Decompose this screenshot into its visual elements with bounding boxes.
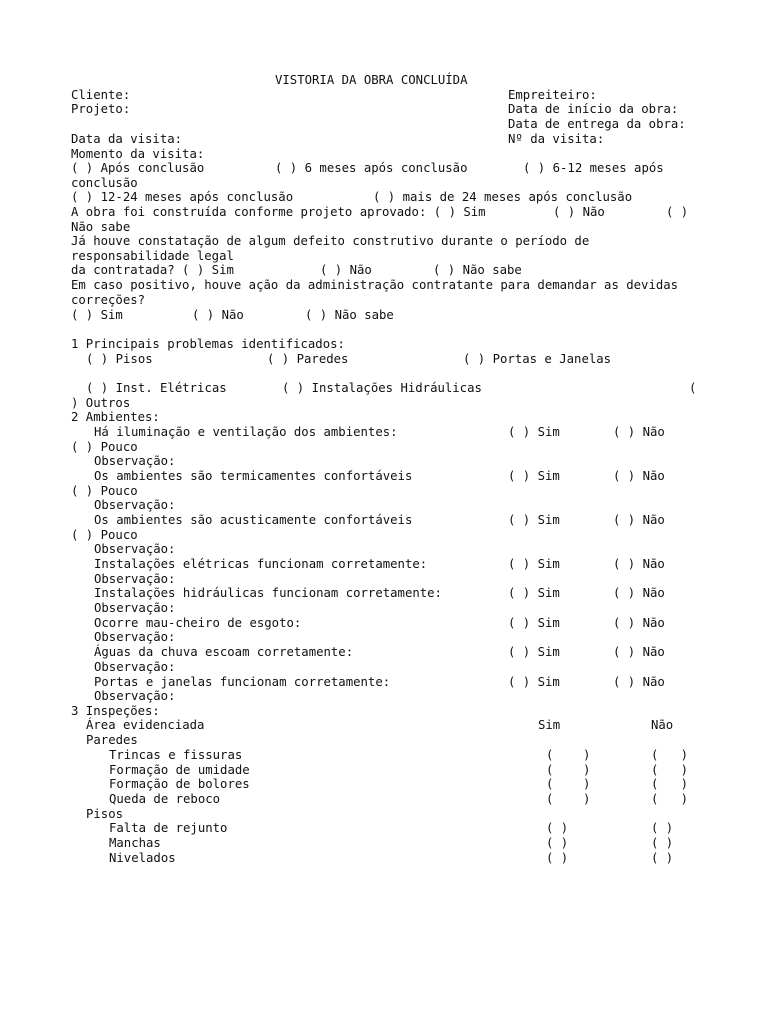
ambiente-sim-option: ( ) Sim bbox=[508, 586, 560, 600]
inspecao-item: Falta de rejunto bbox=[109, 821, 228, 835]
inspecoes-sim-header: Sim bbox=[538, 718, 561, 732]
ambiente-observacao: Observação: bbox=[94, 498, 176, 512]
ambiente-item: Os ambientes são termicamentes confortáveis bbox=[94, 469, 413, 483]
ambiente-sim-option: ( ) Sim bbox=[508, 616, 560, 630]
inspecoes-nao-header: Não bbox=[651, 718, 674, 732]
momento-seis-option: ( ) 6 meses após conclusão bbox=[275, 161, 468, 175]
ambiente-sim-option: ( ) Sim bbox=[508, 469, 560, 483]
projeto-nao-option: ( ) Não bbox=[553, 205, 605, 219]
ambiente-pouco-option: ( ) Pouco bbox=[71, 528, 138, 542]
document-title: VISTORIA DA OBRA CONCLUÍDA bbox=[275, 73, 468, 87]
momento-mais-vinte-option: ( ) mais de 24 meses após conclusão bbox=[373, 190, 633, 204]
inspecao-nao-box: ( ) bbox=[651, 763, 689, 777]
inspecao-item: Formação de bolores bbox=[109, 777, 250, 791]
num-visita-label: Nº da visita: bbox=[508, 132, 605, 146]
inspecao-sim-box: ( ) bbox=[546, 748, 591, 762]
defeito-question-line2: responsabilidade legal bbox=[71, 249, 234, 263]
ambiente-observacao: Observação: bbox=[94, 630, 176, 644]
momento-seis-doze-option: ( ) 6-12 meses após bbox=[523, 161, 664, 175]
inspecao-nao-box: ( ) bbox=[651, 792, 689, 806]
data-entrega-label: Data de entrega da obra: bbox=[508, 117, 686, 131]
inspecao-item: Trincas e fissuras bbox=[109, 748, 243, 762]
inspecao-sim-box: ( ) bbox=[546, 792, 591, 806]
defeito-nao-option: ( ) Não bbox=[320, 263, 372, 277]
acao-nao-option: ( ) Não bbox=[192, 308, 244, 322]
inspecao-sim-box: ( ) bbox=[546, 763, 591, 777]
cliente-label: Cliente: bbox=[71, 88, 131, 102]
paredes-group-label: Paredes bbox=[86, 733, 138, 747]
ambientes-heading: 2 Ambientes: bbox=[71, 410, 160, 424]
pisos-group-label: Pisos bbox=[86, 807, 124, 821]
projeto-nao-sabe-cont: Não sabe bbox=[71, 220, 131, 234]
problema-pisos-option: ( ) Pisos bbox=[86, 352, 153, 366]
problemas-heading: 1 Principais problemas identificados: bbox=[71, 337, 345, 351]
data-visita-label: Data da visita: bbox=[71, 132, 183, 146]
ambiente-nao-option: ( ) Não bbox=[613, 645, 665, 659]
ambiente-pouco-option: ( ) Pouco bbox=[71, 440, 138, 454]
ambiente-nao-option: ( ) Não bbox=[613, 675, 665, 689]
inspecao-nao-box: ( ) bbox=[651, 748, 689, 762]
inspecao-item: Formação de umidade bbox=[109, 763, 250, 777]
ambiente-sim-option: ( ) Sim bbox=[508, 425, 560, 439]
empreiteiro-label: Empreiteiro: bbox=[508, 88, 597, 102]
acao-question-line2: correções? bbox=[71, 293, 146, 307]
inspecao-sim-box: ( ) bbox=[546, 777, 591, 791]
inspecoes-area-label: Área evidenciada bbox=[86, 718, 205, 732]
inspecao-sim-box: ( ) bbox=[546, 821, 569, 835]
ambiente-nao-option: ( ) Não bbox=[613, 513, 665, 527]
ambiente-item: Ocorre mau-cheiro de esgoto: bbox=[94, 616, 302, 630]
projeto-question: A obra foi construída conforme projeto aprovado: ( ) Sim bbox=[71, 205, 486, 219]
ambiente-nao-option: ( ) Não bbox=[613, 557, 665, 571]
ambiente-sim-option: ( ) Sim bbox=[508, 513, 560, 527]
ambiente-item: Portas e janelas funcionam corretamente: bbox=[94, 675, 391, 689]
problema-hidraulicas-option: ( ) Instalações Hidráulicas bbox=[282, 381, 482, 395]
acao-sim-option: ( ) Sim bbox=[71, 308, 123, 322]
problema-outros-cont: ) Outros bbox=[71, 396, 131, 410]
ambiente-sim-option: ( ) Sim bbox=[508, 645, 560, 659]
momento-apos-option: ( ) Após conclusão bbox=[71, 161, 205, 175]
inspecao-nao-box: ( ) bbox=[651, 821, 674, 835]
momento-seis-doze-cont: conclusão bbox=[71, 176, 138, 190]
inspecao-sim-box: ( ) bbox=[546, 851, 569, 865]
problema-paredes-option: ( ) Paredes bbox=[267, 352, 349, 366]
acao-nao-sabe-option: ( ) Não sabe bbox=[305, 308, 394, 322]
acao-question-line1: Em caso positivo, houve ação da administração contratante para demandar as devidas bbox=[71, 278, 679, 292]
ambiente-item: Instalações elétricas funcionam corretamente: bbox=[94, 557, 428, 571]
ambiente-item: Águas da chuva escoam corretamente: bbox=[94, 645, 354, 659]
inspecoes-heading: 3 Inspeções: bbox=[71, 704, 160, 718]
ambiente-observacao: Observação: bbox=[94, 660, 176, 674]
ambiente-nao-option: ( ) Não bbox=[613, 469, 665, 483]
ambiente-nao-option: ( ) Não bbox=[613, 425, 665, 439]
ambiente-item: Há iluminação e ventilação dos ambientes: bbox=[94, 425, 398, 439]
inspecao-nao-box: ( ) bbox=[651, 851, 674, 865]
data-inicio-label: Data de início da obra: bbox=[508, 102, 679, 116]
inspecao-nao-box: ( ) bbox=[651, 777, 689, 791]
problema-portas-option: ( ) Portas e Janelas bbox=[463, 352, 612, 366]
ambiente-item: Instalações hidráulicas funcionam corretamente: bbox=[94, 586, 442, 600]
ambiente-sim-option: ( ) Sim bbox=[508, 675, 560, 689]
inspecao-item: Queda de reboco bbox=[109, 792, 221, 806]
ambiente-pouco-option: ( ) Pouco bbox=[71, 484, 138, 498]
ambiente-nao-option: ( ) Não bbox=[613, 616, 665, 630]
ambiente-observacao: Observação: bbox=[94, 601, 176, 615]
defeito-question-line1: Já houve constatação de algum defeito construtivo durante o período de bbox=[71, 234, 590, 248]
problema-eletricas-option: ( ) Inst. Elétricas bbox=[86, 381, 227, 395]
ambiente-observacao: Observação: bbox=[94, 689, 176, 703]
projeto-nao-sabe-option: ( ) bbox=[666, 205, 689, 219]
problema-outros-option: ( bbox=[689, 381, 697, 395]
inspecao-item: Nivelados bbox=[109, 851, 176, 865]
ambiente-observacao: Observação: bbox=[94, 572, 176, 586]
ambiente-item: Os ambientes são acusticamente confortáveis bbox=[94, 513, 413, 527]
ambiente-sim-option: ( ) Sim bbox=[508, 557, 560, 571]
ambiente-observacao: Observação: bbox=[94, 454, 176, 468]
projeto-label: Projeto: bbox=[71, 102, 131, 116]
defeito-question-line3: da contratada? ( ) Sim bbox=[71, 263, 234, 277]
momento-doze-vinte-option: ( ) 12-24 meses após conclusão bbox=[71, 190, 294, 204]
inspecao-item: Manchas bbox=[109, 836, 161, 850]
ambiente-observacao: Observação: bbox=[94, 542, 176, 556]
ambiente-nao-option: ( ) Não bbox=[613, 586, 665, 600]
inspecao-sim-box: ( ) bbox=[546, 836, 569, 850]
momento-label: Momento da visita: bbox=[71, 147, 205, 161]
defeito-nao-sabe-option: ( ) Não sabe bbox=[433, 263, 522, 277]
inspecao-nao-box: ( ) bbox=[651, 836, 674, 850]
